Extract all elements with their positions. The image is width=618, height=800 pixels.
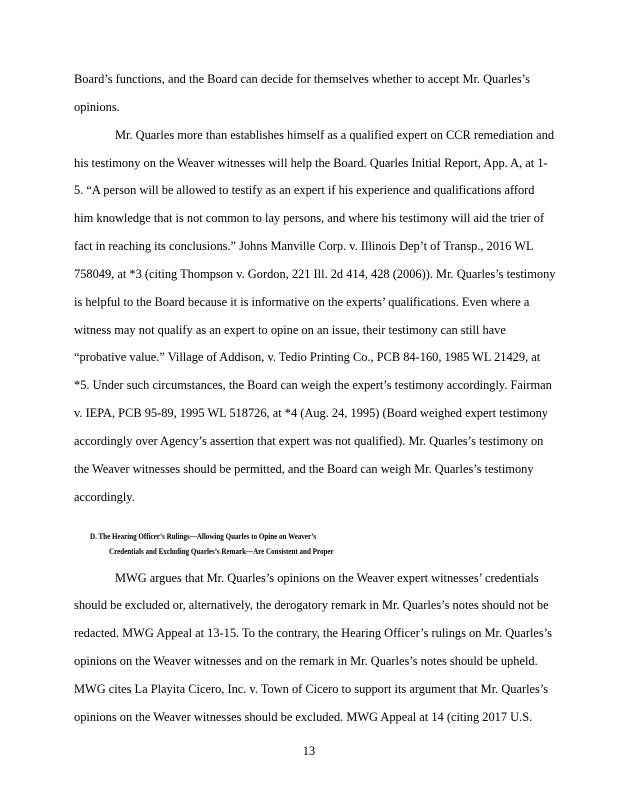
text-line: MWG argues that Mr. Quarles’s opinions on the Weaver expert witnesses’ credentials <box>115 571 539 585</box>
text-line: fact in reaching its conclusions.” Johns Manville Corp. v. Illinois Dep’t of Transp., 2016 WL <box>74 239 534 253</box>
text-line: his testimony on the Weaver witnesses will help the Board. Quarles Initial Report, App. A, at 1- <box>74 156 548 170</box>
text-line: 5. “A person will be allowed to testify as an expert if his experience and qualifications afford <box>74 183 535 197</box>
text-line: *5. Under such circumstances, the Board can weigh the expert’s testimony accordingly. Fairman <box>74 378 552 392</box>
text-line: redacted. MWG Appeal at 13-15. To the contrary, the Hearing Officer’s rulings on Mr. Quarles’s <box>74 626 552 640</box>
text-line: opinions. <box>74 100 120 114</box>
text-line: witness may not qualify as an expert to opine on an issue, their testimony can still have <box>74 323 506 337</box>
text-line: should be excluded or, alternatively, the derogatory remark in Mr. Quarles’s notes should not be <box>74 598 549 612</box>
section-heading-line2: Credentials and Excluding Quarles’s Remark—Are Consistent and Proper <box>109 546 334 556</box>
text-line: “probative value.” Village of Addison, v. Tedio Printing Co., PCB 84-160, 1985 WL 21429, at <box>74 350 541 364</box>
text-line: v. IEPA, PCB 95-89, 1995 WL 518726, at *4 (Aug. 24, 1995) (Board weighed expert testimony <box>74 406 549 420</box>
text-line: MWG cites La Playita Cicero, Inc. v. Town of Cicero to support its argument that Mr. Quarles’s <box>74 682 549 696</box>
text-line: Board’s functions, and the Board can decide for themselves whether to accept Mr. Quarles’s <box>74 72 530 86</box>
text-line: accordingly over Agency’s assertion that expert was not qualified). Mr. Quarles’s testimony on <box>74 434 544 448</box>
text-line: 758049, at *3 (citing Thompson v. Gordon, 221 Ill. 2d 414, 428 (2006)). Mr. Quarles’s testimony <box>74 267 556 281</box>
section-heading-line1: D. The Hearing Officer’s Rulings—Allowing Quarles to Opine on Weaver’s <box>90 531 317 541</box>
text-line: him knowledge that is not common to lay persons, and where his testimony will aid the trier of <box>74 211 545 225</box>
text-line: opinions on the Weaver witnesses should be excluded. MWG Appeal at 14 (citing 2017 U.S. <box>74 710 533 724</box>
text-line: opinions on the Weaver witnesses and on the remark in Mr. Quarles’s notes should be upheld. <box>74 654 538 668</box>
text-line: accordingly. <box>74 490 135 504</box>
text-line: the Weaver witnesses should be permitted, and the Board can weigh Mr. Quarles’s testimony <box>74 462 534 476</box>
page-number: 13 <box>302 744 316 758</box>
text-line: is helpful to the Board because it is informative on the experts’ qualifications. Even where a <box>74 295 530 309</box>
text-line: Mr. Quarles more than establishes himself as a qualified expert on CCR remediation and <box>115 128 555 142</box>
